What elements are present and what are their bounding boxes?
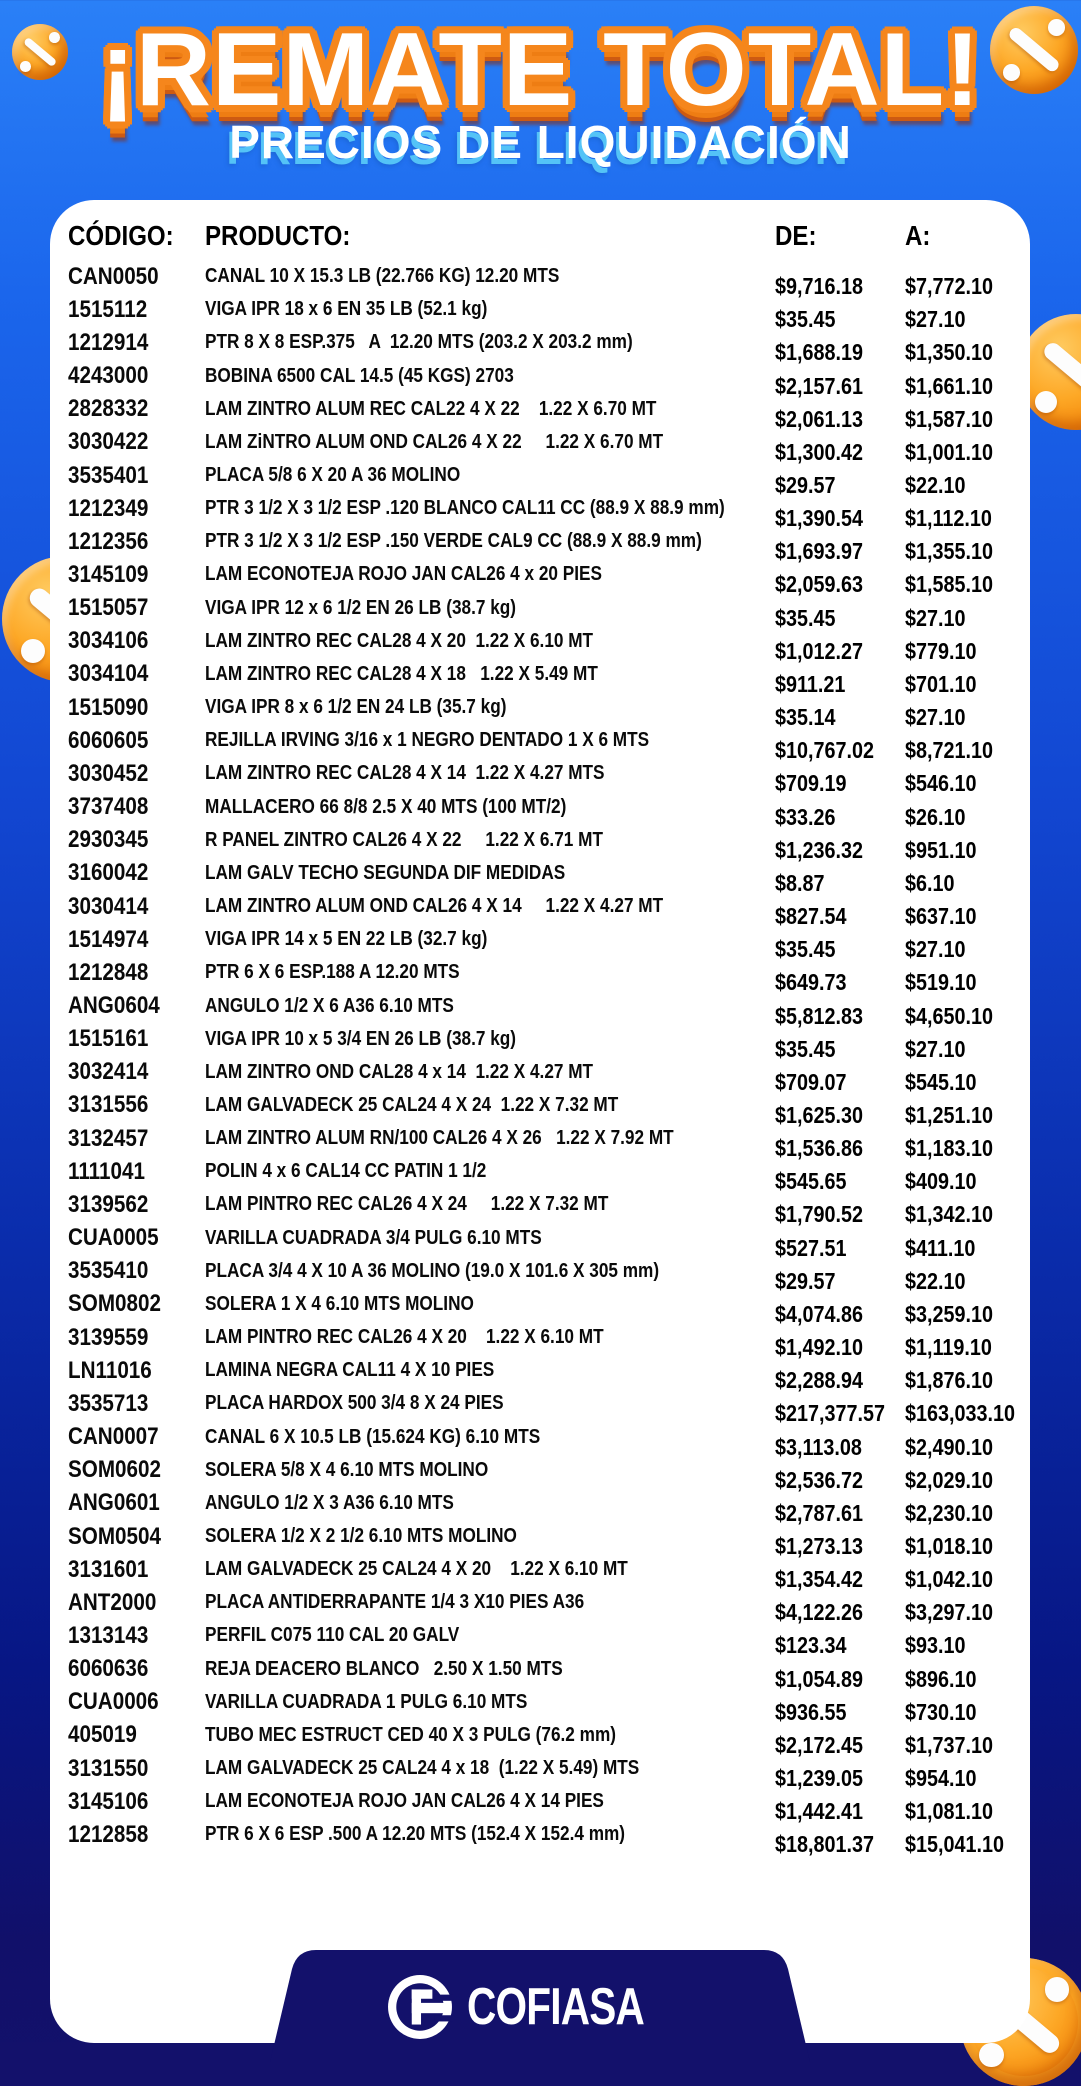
product-name-cell: R PANEL ZINTRO CAL26 4 X 22 1.22 X 6.71 MT [205, 828, 603, 851]
price-from-cell: $4,074.86 [775, 1300, 864, 1327]
price-to-cell: $1,587.10 [905, 405, 994, 432]
price-to-cell: $1,661.10 [905, 372, 994, 399]
price-to-cell: $954.10 [905, 1765, 977, 1792]
price-from-cell: $1,239.05 [775, 1765, 864, 1792]
product-code-cell: 3535401 [68, 461, 149, 489]
product-name-cell: VIGA IPR 18 x 6 EN 35 LB (52.1 kg) [205, 298, 488, 321]
product-name-cell: PLACA 3/4 4 X 10 A 36 MOLINO (19.0 X 101.6 X 305 mm) [205, 1259, 660, 1282]
product-name-cell: VIGA IPR 10 x 5 3/4 EN 26 LB (38.7 kg) [205, 1027, 517, 1050]
brand-footer-tab [270, 1950, 810, 2086]
price-from-cell: $2,061.13 [775, 405, 864, 432]
product-name-cell: MALLACERO 66 8/8 2.5 X 40 MTS (100 MT/2) [205, 795, 567, 818]
product-code-cell: 1515090 [68, 693, 149, 721]
price-from-cell: $33.26 [775, 803, 836, 830]
column-header-price-from: DE: [775, 220, 817, 251]
price-from-cell: $1,012.27 [775, 637, 864, 664]
product-name-cell: LAM GALVADECK 25 CAL24 4 X 20 1.22 X 6.10 MT [205, 1558, 628, 1581]
price-to-cell: $1,119.10 [905, 1334, 992, 1361]
price-to-cell: $2,490.10 [905, 1433, 994, 1460]
product-code-cell: ANG0601 [68, 1489, 160, 1517]
product-code-cell: 2930345 [68, 826, 149, 854]
column-header-price-to: A: [905, 220, 931, 251]
product-code-cell: 3535713 [68, 1389, 149, 1417]
price-from-cell: $1,492.10 [775, 1334, 864, 1361]
product-code-cell: 3131601 [68, 1555, 149, 1583]
price-to-cell: $1,183.10 [905, 1135, 994, 1162]
price-to-cell: $27.10 [905, 704, 966, 731]
price-from-cell: $9,716.18 [775, 273, 864, 300]
price-from-cell: $1,790.52 [775, 1201, 864, 1228]
price-from-cell: $2,172.45 [775, 1731, 864, 1758]
product-code-cell: 3030422 [68, 428, 149, 456]
product-code-cell: 3032414 [68, 1058, 149, 1086]
product-name-cell: LAM GALV TECHO SEGUNDA DIF MEDIDAS [205, 861, 566, 884]
price-from-cell: $5,812.83 [775, 1002, 864, 1029]
price-to-cell: $15,041.10 [905, 1831, 1005, 1858]
product-code-cell: 3034104 [68, 660, 149, 688]
product-code-cell: 3145109 [68, 560, 149, 588]
product-name-cell: REJILLA IRVING 3/16 x 1 NEGRO DENTADO 1 X 6 MTS [205, 729, 650, 752]
product-name-cell: LAM ZINTRO OND CAL28 4 x 14 1.22 X 4.27 MT [205, 1060, 594, 1083]
price-from-cell: $936.55 [775, 1698, 847, 1725]
product-code-cell: ANG0604 [68, 992, 160, 1020]
price-to-cell: $27.10 [905, 306, 966, 333]
price-to-cell: $1,876.10 [905, 1367, 994, 1394]
price-to-cell: $22.10 [905, 1267, 966, 1294]
product-name-cell: LAM ZiNTRO ALUM OND CAL26 4 X 22 1.22 X 6.70 MT [205, 430, 664, 453]
product-code-cell: 405019 [68, 1721, 137, 1749]
price-to-cell: $22.10 [905, 472, 966, 499]
product-name-cell: LAM GALVADECK 25 CAL24 4 X 24 1.22 X 7.32 MT [205, 1093, 619, 1116]
product-code-cell: 3145106 [68, 1787, 149, 1815]
product-name-cell: ANGULO 1/2 X 6 A36 6.10 MTS [205, 994, 454, 1017]
product-code-cell: 1212356 [68, 527, 149, 555]
price-to-cell: $546.10 [905, 770, 977, 797]
product-code-cell: 2828332 [68, 395, 149, 423]
price-to-cell: $730.10 [905, 1698, 977, 1725]
product-code-cell: SOM0602 [68, 1456, 161, 1484]
price-to-cell: $409.10 [905, 1168, 977, 1195]
product-code-cell: CAN0050 [68, 262, 159, 290]
price-from-cell: $1,300.42 [775, 438, 864, 465]
price-to-cell: $1,585.10 [905, 571, 994, 598]
price-to-cell: $7,772.10 [905, 273, 994, 300]
product-code-cell: 1111041 [68, 1157, 145, 1185]
price-to-cell: $1,342.10 [905, 1201, 994, 1228]
price-to-cell: $779.10 [905, 637, 977, 664]
price-to-cell: $27.10 [905, 936, 966, 963]
product-code-cell: 6060636 [68, 1655, 149, 1683]
product-code-cell: 1212848 [68, 958, 149, 986]
price-to-cell: $2,230.10 [905, 1499, 994, 1526]
price-from-cell: $1,688.19 [775, 339, 864, 366]
product-code-cell: 3139562 [68, 1190, 149, 1218]
product-name-cell: LAM ECONOTEJA ROJO JAN CAL26 4 X 14 PIES [205, 1790, 604, 1813]
price-from-cell: $35.45 [775, 306, 836, 333]
price-from-cell: $35.45 [775, 1035, 836, 1062]
table-header-row [68, 214, 1030, 258]
price-to-cell: $701.10 [905, 670, 977, 697]
price-from-cell: $1,536.86 [775, 1135, 864, 1162]
price-from-cell: $709.07 [775, 1068, 847, 1095]
price-list-card [50, 200, 1030, 2043]
price-to-cell: $951.10 [905, 836, 977, 863]
price-to-cell: $1,737.10 [905, 1731, 994, 1758]
price-from-cell: $29.57 [775, 1267, 836, 1294]
product-name-cell: LAM GALVADECK 25 CAL24 4 x 18 (1.22 X 5.49) MTS [205, 1757, 640, 1780]
product-name-cell: CANAL 10 X 15.3 LB (22.766 KG) 12.20 MTS [205, 265, 560, 288]
product-name-cell: LAM ECONOTEJA ROJO JAN CAL26 4 x 20 PIES [205, 563, 602, 586]
product-name-cell: PTR 3 1/2 X 3 1/2 ESP .150 VERDE CAL9 CC (88.9 X 88.9 mm) [205, 530, 702, 553]
price-from-cell: $911.21 [775, 670, 846, 697]
product-code-cell: 3535410 [68, 1257, 149, 1285]
product-name-cell: PERFIL C075 110 CAL 20 GALV [205, 1624, 460, 1647]
price-from-cell: $1,390.54 [775, 505, 864, 532]
product-name-cell: REJA DEACERO BLANCO 2.50 X 1.50 MTS [205, 1657, 563, 1680]
price-from-cell: $4,122.26 [775, 1599, 864, 1626]
product-name-cell: PLACA HARDOX 500 3/4 8 X 24 PIES [205, 1392, 504, 1415]
product-name-cell: PTR 8 X 8 ESP.375 A 12.20 MTS (203.2 X 203.2 mm) [205, 331, 633, 354]
price-to-cell: $545.10 [905, 1068, 977, 1095]
product-code-cell: 1514974 [68, 925, 149, 953]
price-from-cell: $1,273.13 [775, 1533, 864, 1560]
price-from-cell: $527.51 [775, 1234, 847, 1261]
price-to-cell: $26.10 [905, 803, 966, 830]
product-name-cell: SOLERA 1/2 X 2 1/2 6.10 MTS MOLINO [205, 1525, 517, 1548]
cofiasa-logo-icon [387, 1974, 453, 2040]
product-name-cell: PTR 3 1/2 X 3 1/2 ESP .120 BLANCO CAL11 CC (88.9 X 88.9 mm) [205, 497, 725, 520]
price-to-cell: $8,721.10 [905, 737, 994, 764]
price-to-cell: $1,001.10 [905, 438, 994, 465]
price-to-cell: $1,251.10 [905, 1101, 994, 1128]
price-from-cell: $217,377.57 [775, 1400, 885, 1427]
product-code-cell: SOM0504 [68, 1522, 161, 1550]
column-header-code: CÓDIGO: [68, 220, 174, 251]
product-code-cell: 3737408 [68, 793, 149, 821]
product-name-cell: LAM PINTRO REC CAL26 4 X 20 1.22 X 6.10 MT [205, 1326, 604, 1349]
price-to-cell: $637.10 [905, 903, 977, 930]
product-name-cell: SOLERA 5/8 X 4 6.10 MTS MOLINO [205, 1458, 489, 1481]
price-to-cell: $27.10 [905, 604, 966, 631]
column-header-product: PRODUCTO: [205, 220, 351, 251]
page-title: ¡REMATE TOTAL! [100, 12, 981, 128]
price-from-cell: $10,767.02 [775, 737, 875, 764]
product-name-cell: SOLERA 1 X 4 6.10 MTS MOLINO [205, 1292, 474, 1315]
price-to-cell: $1,355.10 [905, 538, 994, 565]
product-name-cell: PTR 6 X 6 ESP.188 A 12.20 MTS [205, 961, 460, 984]
product-code-cell: 1515161 [68, 1025, 149, 1053]
price-to-cell: $2,029.10 [905, 1466, 994, 1493]
product-code-cell: 6060605 [68, 726, 149, 754]
product-name-cell: CANAL 6 X 10.5 LB (15.624 KG) 6.10 MTS [205, 1425, 541, 1448]
page-subtitle: PRECIOS DE LIQUIDACIÓN [229, 116, 852, 169]
price-from-cell: $2,787.61 [775, 1499, 864, 1526]
product-name-cell: PLACA 5/8 6 X 20 A 36 MOLINO [205, 464, 461, 487]
percent-icon [12, 24, 68, 80]
price-to-cell: $1,042.10 [905, 1566, 994, 1593]
price-to-cell: $896.10 [905, 1665, 977, 1692]
product-code-cell: 1515112 [68, 295, 148, 323]
product-name-cell: VARILLA CUADRADA 1 PULG 6.10 MTS [205, 1690, 528, 1713]
price-to-cell: $4,650.10 [905, 1002, 994, 1029]
product-name-cell: LAM ZINTRO REC CAL28 4 X 18 1.22 X 5.49 MT [205, 662, 598, 685]
price-from-cell: $1,693.97 [775, 538, 864, 565]
product-code-cell: 1212914 [68, 328, 149, 356]
product-name-cell: VIGA IPR 12 x 6 1/2 EN 26 LB (38.7 kg) [205, 596, 517, 619]
price-to-cell: $27.10 [905, 1035, 966, 1062]
product-code-cell: CUA0005 [68, 1224, 159, 1252]
product-name-cell: LAM PINTRO REC CAL26 4 X 24 1.22 X 7.32 MT [205, 1193, 609, 1216]
price-from-cell: $2,157.61 [775, 372, 864, 399]
product-name-cell: LAM ZINTRO REC CAL28 4 X 20 1.22 X 6.10 MT [205, 629, 594, 652]
price-from-cell: $29.57 [775, 472, 836, 499]
price-to-cell: $1,112.10 [905, 505, 992, 532]
product-name-cell: PTR 6 X 6 ESP .500 A 12.20 MTS (152.4 X 152.4 mm) [205, 1823, 626, 1846]
product-code-cell: 4243000 [68, 362, 149, 390]
product-code-cell: 3131550 [68, 1754, 149, 1782]
price-to-cell: $3,259.10 [905, 1300, 994, 1327]
product-name-cell: ANGULO 1/2 X 3 A36 6.10 MTS [205, 1491, 454, 1514]
price-table-body [68, 260, 1030, 1858]
product-name-cell: POLIN 4 x 6 CAL14 CC PATIN 1 1/2 [205, 1160, 487, 1183]
price-from-cell: $709.19 [775, 770, 847, 797]
product-code-cell: ANT2000 [68, 1588, 157, 1616]
product-code-cell: 3030414 [68, 892, 149, 920]
product-code-cell: LN11016 [68, 1356, 152, 1384]
table-row [68, 260, 1030, 300]
price-from-cell: $2,288.94 [775, 1367, 864, 1394]
price-from-cell: $123.34 [775, 1632, 847, 1659]
price-to-cell: $163,033.10 [905, 1400, 1015, 1427]
product-code-cell: 1212349 [68, 494, 149, 522]
product-name-cell: TUBO MEC ESTRUCT CED 40 X 3 PULG (76.2 mm) [205, 1723, 616, 1746]
price-from-cell: $1,354.42 [775, 1566, 864, 1593]
product-code-cell: 3160042 [68, 859, 149, 887]
price-from-cell: $2,536.72 [775, 1466, 864, 1493]
product-code-cell: 1515057 [68, 594, 149, 622]
product-name-cell: BOBINA 6500 CAL 14.5 (45 KGS) 2703 [205, 364, 514, 387]
price-from-cell: $3,113.08 [775, 1433, 862, 1460]
product-code-cell: 3132457 [68, 1124, 149, 1152]
product-code-cell: CAN0007 [68, 1423, 159, 1451]
product-code-cell: SOM0802 [68, 1290, 161, 1318]
price-from-cell: $18,801.37 [775, 1831, 875, 1858]
price-to-cell: $1,350.10 [905, 339, 994, 366]
price-from-cell: $8.87 [775, 869, 825, 896]
price-from-cell: $1,236.32 [775, 836, 864, 863]
price-from-cell: $649.73 [775, 969, 847, 996]
product-name-cell: LAM ZINTRO ALUM OND CAL26 4 X 14 1.22 X 4.27 MT [205, 895, 664, 918]
product-code-cell: 3131556 [68, 1091, 149, 1119]
price-to-cell: $411.10 [905, 1234, 976, 1261]
product-name-cell: VARILLA CUADRADA 3/4 PULG 6.10 MTS [205, 1226, 542, 1249]
price-from-cell: $1,054.89 [775, 1665, 864, 1692]
price-from-cell: $35.45 [775, 604, 836, 631]
price-to-cell: $6.10 [905, 869, 955, 896]
price-from-cell: $827.54 [775, 903, 847, 930]
price-from-cell: $35.45 [775, 936, 836, 963]
price-from-cell: $545.65 [775, 1168, 847, 1195]
price-to-cell: $1,018.10 [905, 1533, 994, 1560]
price-to-cell: $3,297.10 [905, 1599, 994, 1626]
product-name-cell: VIGA IPR 14 x 5 EN 22 LB (32.7 kg) [205, 928, 488, 951]
product-code-cell: 1212858 [68, 1820, 149, 1848]
percent-icon [990, 6, 1078, 94]
price-from-cell: $2,059.63 [775, 571, 864, 598]
product-code-cell: 3030452 [68, 759, 149, 787]
price-from-cell: $35.14 [775, 704, 836, 731]
product-name-cell: LAM ZINTRO REC CAL28 4 X 14 1.22 X 4.27 MTS [205, 762, 605, 785]
product-name-cell: LAM ZINTRO ALUM RN/100 CAL26 4 X 26 1.22 X 7.92 MT [205, 1127, 674, 1150]
product-name-cell: PLACA ANTIDERRAPANTE 1/4 3 X10 PIES A36 [205, 1591, 585, 1614]
product-code-cell: 1313143 [68, 1621, 149, 1649]
product-code-cell: CUA0006 [68, 1688, 159, 1716]
price-from-cell: $1,442.41 [775, 1798, 864, 1825]
product-name-cell: VIGA IPR 8 x 6 1/2 EN 24 LB (35.7 kg) [205, 696, 507, 719]
price-to-cell: $93.10 [905, 1632, 966, 1659]
hero-header [0, 0, 1081, 169]
price-to-cell: $1,081.10 [905, 1798, 994, 1825]
product-code-cell: 3139559 [68, 1323, 149, 1351]
brand-name: COFIASA [466, 1978, 644, 2036]
product-name-cell: LAMINA NEGRA CAL11 4 X 10 PIES [205, 1359, 495, 1382]
product-name-cell: LAM ZINTRO ALUM REC CAL22 4 X 22 1.22 X 6.70 MT [205, 397, 657, 420]
product-code-cell: 3034106 [68, 627, 149, 655]
price-to-cell: $519.10 [905, 969, 977, 996]
price-from-cell: $1,625.30 [775, 1101, 864, 1128]
